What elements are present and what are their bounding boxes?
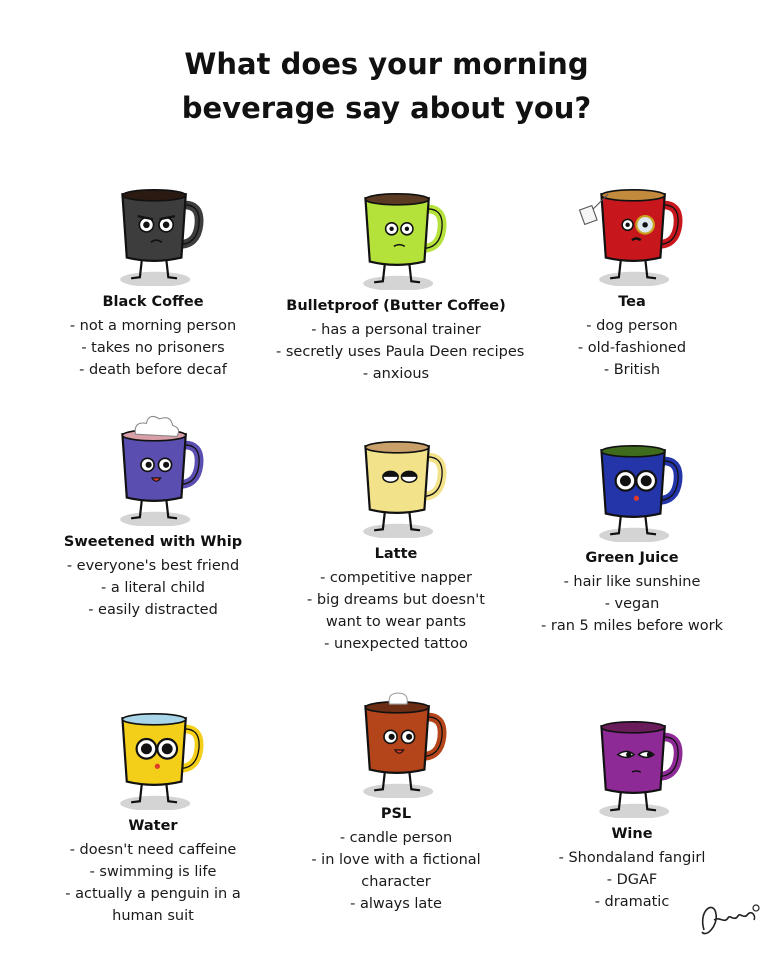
trait-list xyxy=(33,315,273,381)
beverage-name: Latte xyxy=(374,546,418,562)
artist-signature xyxy=(694,880,764,944)
beverage-name: Wine xyxy=(611,826,653,842)
trait-item: - swimming is life xyxy=(89,864,217,880)
beverage-card xyxy=(276,172,525,385)
trait-item: - competitive napper xyxy=(320,570,472,586)
trait-item: - not a morning person xyxy=(69,318,237,334)
trait-item: - unexpected tattoo xyxy=(324,636,468,652)
beverage-name: Bulletproof (Butter Coffee) xyxy=(286,298,506,314)
page-title xyxy=(0,42,773,130)
trait-list xyxy=(276,319,525,385)
trait-item: - takes no prisoners xyxy=(81,340,225,356)
trait-item: - hair like sunshine xyxy=(563,574,701,590)
trait-item: - in love with a fictional xyxy=(311,852,481,868)
trait-item: - vegan xyxy=(604,596,660,612)
mug-illustration xyxy=(577,424,687,542)
mug-illustration xyxy=(98,692,208,810)
beverage-card xyxy=(33,168,273,381)
trait-item: - dog person xyxy=(586,318,678,334)
trait-list xyxy=(33,839,273,927)
trait-list xyxy=(512,315,752,381)
trait-item: - DGAF xyxy=(606,872,658,888)
trait-item: - has a personal trainer xyxy=(311,322,481,338)
trait-item: - anxious xyxy=(362,366,430,382)
trait-item: - old-fashioned xyxy=(577,340,687,356)
trait-item: want to wear pants xyxy=(325,614,467,630)
mug-illustration xyxy=(577,168,687,286)
beverage-name: Water xyxy=(128,818,178,834)
trait-item: - candle person xyxy=(339,830,453,846)
beverage-name: Sweetened with Whip xyxy=(63,534,243,550)
trait-item: - actually a penguin in a xyxy=(65,886,241,902)
trait-item: - easily distracted xyxy=(88,602,218,618)
beverage-name: Green Juice xyxy=(585,550,679,566)
trait-item: - always late xyxy=(350,896,442,912)
trait-item: - British xyxy=(603,362,661,378)
trait-item: human suit xyxy=(112,908,194,924)
beverage-card xyxy=(276,680,516,915)
beverage-card xyxy=(512,424,752,637)
beverage-card xyxy=(33,692,273,927)
mug-illustration xyxy=(98,168,208,286)
trait-item: - doesn't need caffeine xyxy=(69,842,237,858)
beverage-name: Tea xyxy=(618,294,646,310)
trait-list xyxy=(276,567,516,655)
beverage-card xyxy=(512,168,752,381)
mug-illustration xyxy=(341,680,451,798)
trait-item: - big dreams but doesn't xyxy=(307,592,485,608)
trait-item: - Shondaland fangirl xyxy=(558,850,706,866)
trait-list xyxy=(276,827,516,915)
mug-illustration xyxy=(341,172,451,290)
beverage-card xyxy=(33,408,273,621)
trait-item: - death before decaf xyxy=(79,362,227,378)
trait-item: character xyxy=(361,874,431,890)
trait-item: - a literal child xyxy=(101,580,205,596)
trait-item: - ran 5 miles before work xyxy=(541,618,723,634)
trait-item: - dramatic xyxy=(594,894,670,910)
title-line-2: beverage say about you? xyxy=(181,91,592,125)
mug-illustration xyxy=(98,408,208,526)
title-line-1: What does your morning xyxy=(184,47,589,81)
trait-item: - secretly uses Paula Deen recipes xyxy=(276,344,525,360)
mug-illustration xyxy=(577,700,687,818)
trait-item: - everyone's best friend xyxy=(66,558,240,574)
beverage-name: PSL xyxy=(380,806,412,822)
mug-illustration xyxy=(341,420,451,538)
beverage-name: Black Coffee xyxy=(102,294,204,310)
beverage-card xyxy=(276,420,516,655)
trait-list xyxy=(33,555,273,621)
trait-list xyxy=(512,571,752,637)
